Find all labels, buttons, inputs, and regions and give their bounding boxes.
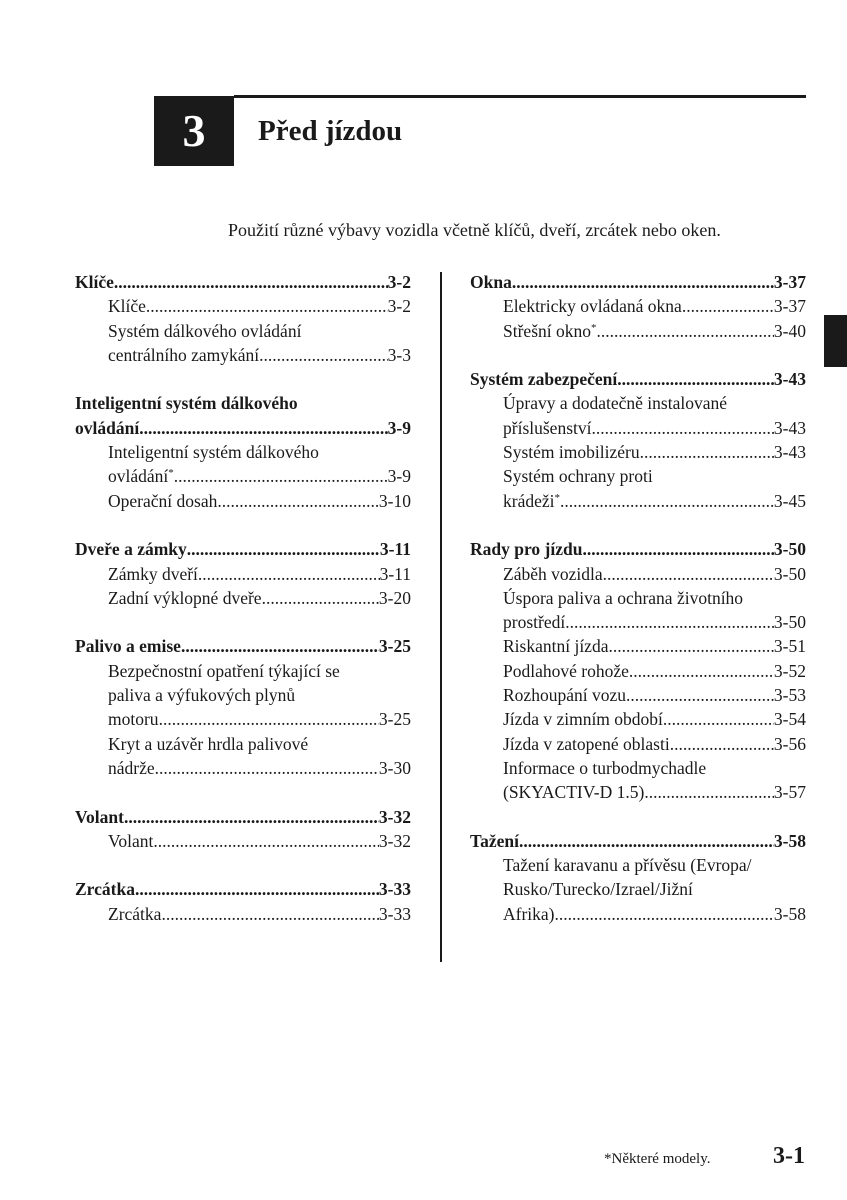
toc-entry-fuel-cap-line: Kryt a uzávěr hrdla palivové [108,733,309,754]
toc-entry-mods[interactable]: příslušenství ..... 3-43 [470,416,806,440]
toc-section-security[interactable]: Systém zabezpečení ..... 3-43 [470,367,806,391]
toc-entry-steering[interactable]: Volant ..... 3-32 [75,829,411,853]
toc-entry-trailer-line: Rusko/Turecko/Izrael/Jižní [503,879,693,900]
chapter-header-rule [234,95,806,98]
page-number: 3-1 [773,1143,805,1169]
toc-entry-flooded[interactable]: Jízda v zatopené oblasti ..... 3-56 [470,732,806,756]
toc-entry-rocking[interactable]: Rozhoupání vozu ..... 3-53 [470,683,806,707]
toc-section-doors[interactable]: Dveře a zámky ..... 3-11 [75,537,411,561]
toc-entry-fuel-safety-line: Bezpečnostní opatření týkající se [108,660,340,681]
toc-entry-theft-line: Systém ochrany proti [503,466,653,487]
toc-entry-fuel-cap[interactable]: nádrže ..... 3-30 [75,756,411,780]
toc-section-steering[interactable]: Volant ..... 3-32 [75,805,411,829]
toc-entry-sunroof[interactable]: Střešní okno* ..... 3-40 [470,319,806,343]
chapter-thumb-tab [824,315,847,367]
toc-entry-economy[interactable]: prostředí ..... 3-50 [470,610,806,634]
toc-section-driving-tips[interactable]: Rady pro jízdu ..... 3-50 [470,537,806,561]
toc-entry-turbo-line: Informace o turbodmychadle [503,757,707,778]
chapter-number-box [154,96,234,166]
toc-entry-fuel-safety-line: paliva a výfukových plynů [108,685,296,706]
toc-section-mirrors[interactable]: Zrcátka ..... 3-33 [75,877,411,901]
footnote: *Některé modely. [604,1151,711,1167]
toc-entry-door-locks[interactable]: Zámky dveří ..... 3-11 [75,562,411,586]
toc-entry-break-in[interactable]: Záběh vozidla ..... 3-50 [470,562,806,586]
toc-section-keys[interactable]: Klíče ..... 3-2 [75,270,411,294]
toc-entry-mods-line: Úpravy a dodatečně instalované [503,393,728,414]
toc-entry-smart[interactable]: ovládání* ..... 3-9 [75,464,411,488]
chapter-title: Před jízdou [258,115,403,147]
toc-left-column [75,270,411,926]
toc-section-fuel[interactable]: Palivo a emise ..... 3-25 [75,634,411,658]
toc-right-column [470,270,806,926]
toc-entry-floor-mats[interactable]: Podlahové rohože ..... 3-52 [470,659,806,683]
toc-entry-power-windows[interactable]: Elektricky ovládaná okna ..... 3-37 [470,294,806,318]
chapter-number: 3 [182,105,206,156]
toc-section-smart-line: Inteligentní systém dálkového [75,393,298,414]
column-divider [440,272,442,962]
toc-entry-fuel-safety[interactable]: motoru ..... 3-25 [75,707,411,731]
toc-entry-remote-line: Systém dálkového ovládání [108,320,302,341]
toc-entry-remote[interactable]: centrálního zamykání ..... 3-3 [75,343,411,367]
toc-entry-hazardous[interactable]: Riskantní jízda ..... 3-51 [470,634,806,658]
toc-entry-smart-line: Inteligentní systém dálkového [108,442,319,463]
toc-entry-trailer[interactable]: Afrika) ..... 3-58 [470,902,806,926]
chapter-subtitle: Použití různé výbavy vozidla včetně klíčů, dveří, zrcátek nebo oken. [228,220,721,240]
toc-entry-trailer-line: Tažení karavanu a přívěsu (Evropa/ [503,855,752,876]
toc-entry-keys[interactable]: Klíče ..... 3-2 [75,294,411,318]
toc-entry-immobilizer[interactable]: Systém imobilizéru ..... 3-43 [470,440,806,464]
toc-entry-mirrors[interactable]: Zrcátka ..... 3-33 [75,902,411,926]
toc-entry-economy-line: Úspora paliva a ochrana životního [503,587,744,608]
toc-entry-turbo[interactable]: (SKYACTIV-D 1.5) ..... 3-57 [470,780,806,804]
toc-entry-theft[interactable]: krádeži* ..... 3-45 [470,489,806,513]
toc-entry-liftgate[interactable]: Zadní výklopné dveře ..... 3-20 [75,586,411,610]
toc-section-windows[interactable]: Okna ..... 3-37 [470,270,806,294]
toc-entry-winter[interactable]: Jízda v zimním období ..... 3-54 [470,707,806,731]
toc-section-towing[interactable]: Tažení ..... 3-58 [470,829,806,853]
toc-entry-range[interactable]: Operační dosah ..... 3-10 [75,489,411,513]
toc-section-smart[interactable]: ovládání ..... 3-9 [75,416,411,440]
